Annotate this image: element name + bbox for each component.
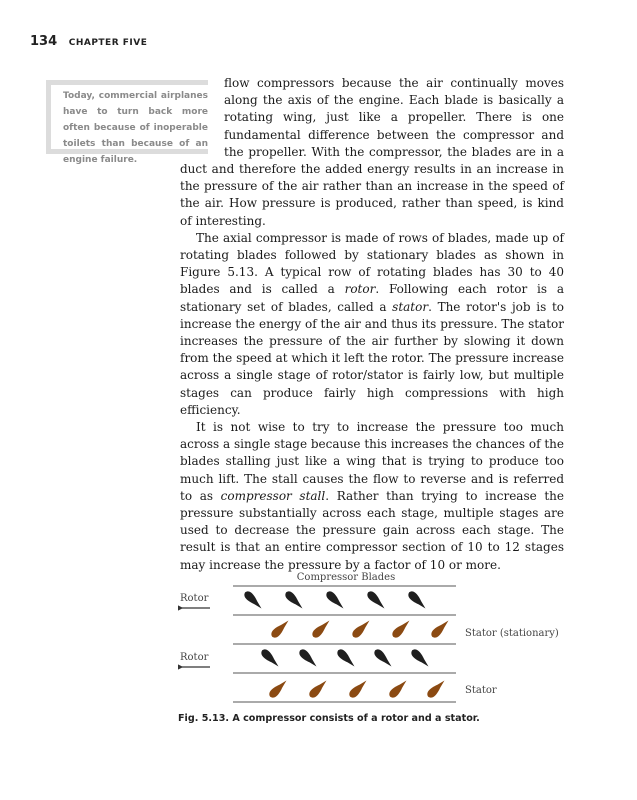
- rotor-blade: [406, 589, 428, 611]
- stator-label-1: Stator (stationary): [465, 628, 559, 639]
- paragraph-2: The axial compressor is made of rows of blades, made up of rotating blades followed by stationary blades as shown in Figure 5.13. A typical row of rotating blades has 30 to 40 blades and is called a rotor. Following each rotor is a stationary set of blades, called a stator. The rotor's job is to increase the energy of the air and thus its pressure. The stator increases the pressure of the air further by slowing it down from the speed at which it left the rotor. The pressure increase across a single stage of rotor/stator is fairly low, but multiple stages can produce fairly high compressions with high efficiency.: [180, 230, 564, 417]
- rotor-blade: [259, 647, 281, 669]
- body-text: [180, 75, 564, 574]
- stator-blade: [425, 678, 447, 700]
- rotor-blade: [297, 647, 319, 669]
- sidebar-wrap-spacer: [180, 75, 224, 161]
- stator-blade: [269, 618, 291, 640]
- rotor-blade: [335, 647, 357, 669]
- rotor-blade: [283, 589, 305, 611]
- stator-blade: [267, 678, 289, 700]
- figure-5-13: [178, 565, 568, 735]
- compressor-diagram: [178, 565, 568, 713]
- figure-title: Compressor Blades: [296, 572, 396, 583]
- rotor-blade: [324, 589, 346, 611]
- stator-blade: [307, 678, 329, 700]
- figure-caption: Fig. 5.13. A compressor consists of a rotor and a stator.: [178, 713, 480, 724]
- stator-blade: [390, 618, 412, 640]
- stator-blade: [347, 678, 369, 700]
- chapter-title: CHAPTER FIVE: [68, 38, 148, 48]
- stator-blade: [429, 618, 451, 640]
- duct-lines: [233, 586, 456, 702]
- rotor-blade: [372, 647, 394, 669]
- rotor-label-2: Rotor: [180, 652, 209, 663]
- page-number: 134: [30, 34, 58, 49]
- stator-blade: [310, 618, 332, 640]
- rotor-blade: [242, 589, 264, 611]
- rotor-label-1: Rotor: [180, 593, 209, 604]
- paragraph-3: It is not wise to try to increase the pressure too much across a single stage because this increases the chances of the blades stalling just like a wing that is trying to produce too much lift. The stall causes the flow to reverse and is referred to as compressor stall. Rather than trying to increase the pressure substantially across each stage, multiple stages are used to decrease the pressure gain across each stage. The result is that an entire compressor section of 10 to 12 stages may increase the pressure by a factor of 10 or more.: [180, 420, 565, 572]
- page-header: [30, 30, 147, 49]
- paragraph-1: flow compressors because the air continually moves along the axis of the engine. Each blade is basically a rotating wing, just like a propeller. There is one fundamental difference between the compressor and the propeller. With the compressor, the blades are in a duct and therefore the added energy results in an increase in the pressure of the air rather than an increase in the speed of the air. How pressure is produced, rather than speed, is kind of interesting.: [180, 76, 564, 228]
- sidebar-text: Today, commercial airplanes have to turn back more often because of inoperable toilets than because of an engine failure.: [63, 91, 208, 165]
- rotor-blade: [409, 647, 431, 669]
- stator-blade: [387, 678, 409, 700]
- stator-blade: [350, 618, 372, 640]
- rotor-blade: [365, 589, 387, 611]
- stator-label-2: Stator: [465, 685, 497, 696]
